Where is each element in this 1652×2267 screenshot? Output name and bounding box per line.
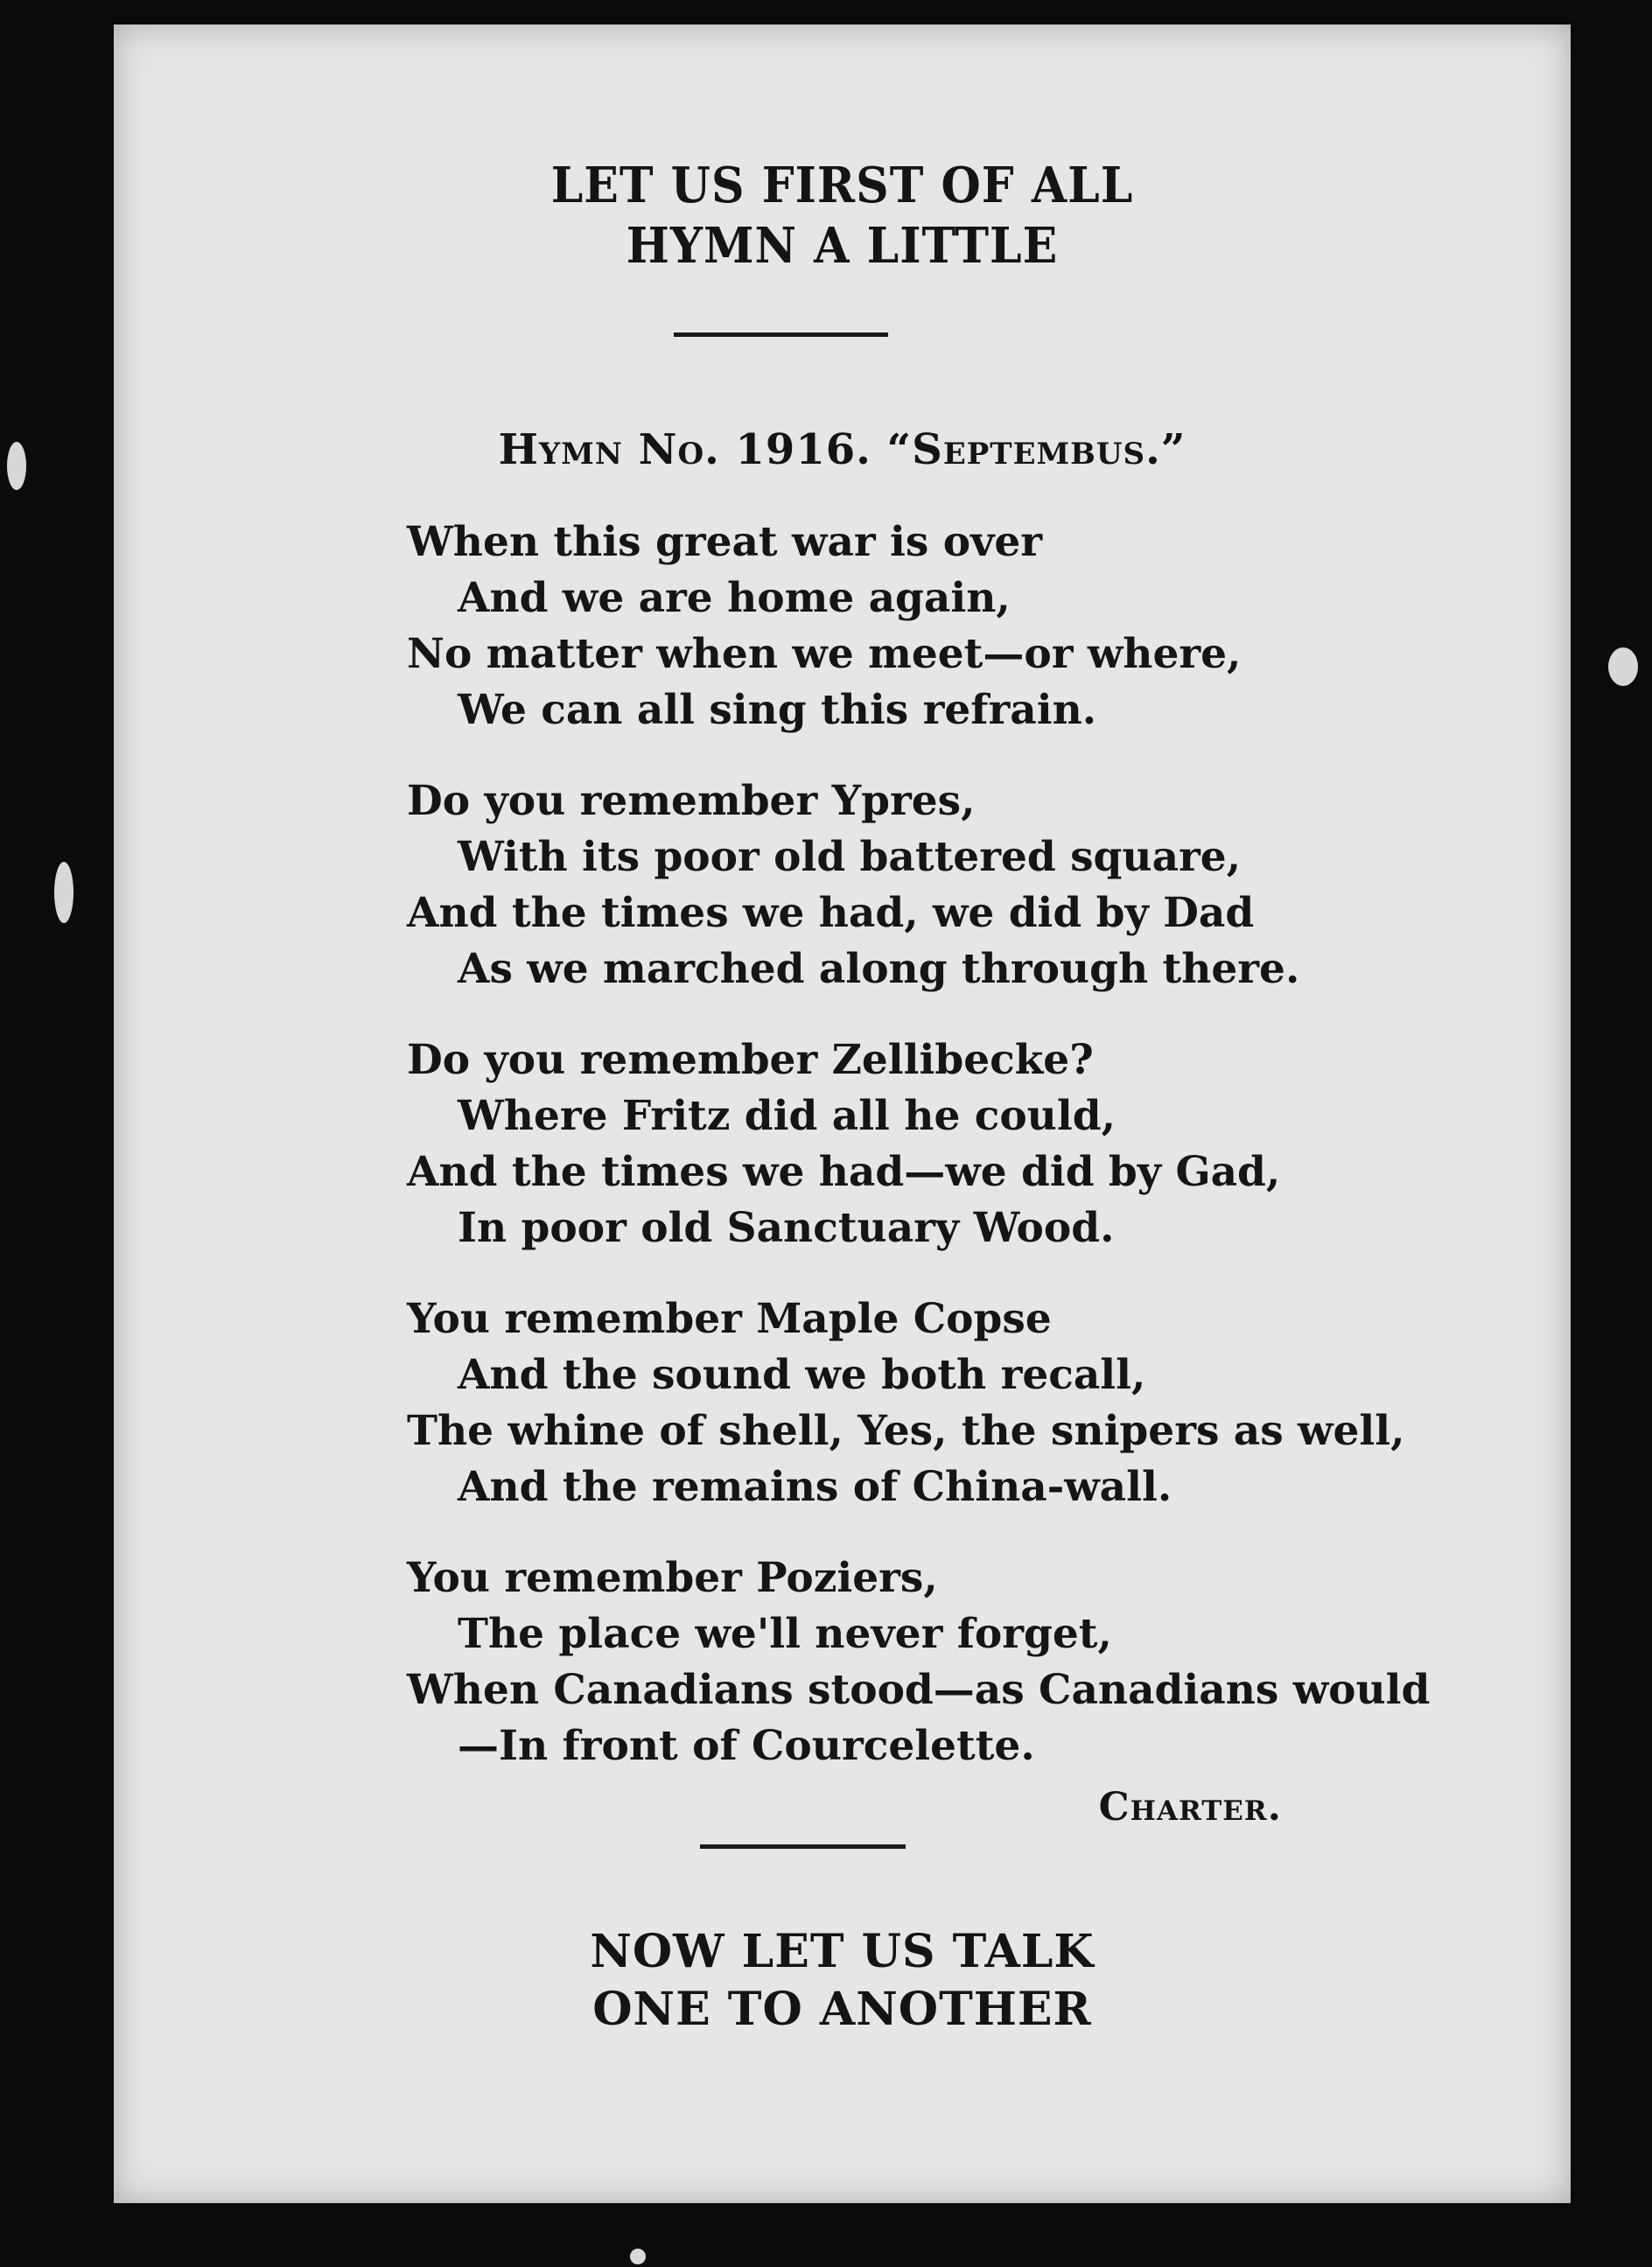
stanza-1 [407, 514, 1457, 738]
poem [407, 514, 1457, 1809]
top-title [114, 156, 1571, 276]
poem-line: Do you remember Ypres, [407, 777, 976, 825]
poem-line: The place we'll never forget, [458, 1610, 1112, 1658]
poem-line: You remember Maple Copse [407, 1295, 1052, 1343]
poem-line: When Canadians stood—as Canadians would [407, 1666, 1431, 1714]
top-title-line-2: HYMN A LITTLE [626, 217, 1059, 275]
poem-line: And we are home again, [458, 574, 1011, 622]
poem-line: When this great war is over [407, 518, 1043, 566]
stanza-5 [407, 1550, 1457, 1774]
stanza-3 [407, 1032, 1457, 1256]
hymn-heading: Hymn No. 1916. “Septembus.” [498, 425, 1186, 474]
poem-line: With its poor old battered square, [458, 833, 1242, 881]
poem-line: And the sound we both recall, [458, 1351, 1146, 1399]
poem-line: No matter when we meet—or where, [407, 630, 1242, 678]
bottom-divider [700, 1844, 906, 1849]
top-divider [674, 332, 888, 337]
poem-line: And the times we had—we did by Gad, [407, 1148, 1281, 1196]
poem-line: And the remains of China-wall. [458, 1463, 1172, 1511]
scan-speck [54, 862, 74, 923]
poem-line: In poor old Sanctuary Wood. [458, 1204, 1115, 1252]
scan-speck [1608, 647, 1638, 686]
poem-line: You remember Poziers, [407, 1554, 938, 1602]
author-signature: Charter. [1098, 1785, 1282, 1830]
poem-line: The whine of shell, Yes, the snipers as well, [407, 1407, 1405, 1455]
stanza-4 [407, 1291, 1457, 1515]
top-title-line-1: LET US FIRST OF ALL [550, 156, 1134, 214]
poem-line: And the times we had, we did by Dad [407, 889, 1255, 937]
poem-line: Do you remember Zellibecke? [407, 1036, 1094, 1084]
scan-speck [630, 2249, 646, 2264]
document-page [114, 24, 1571, 2203]
poem-line: —In front of Courcelette. [458, 1722, 1035, 1770]
poem-line: As we marched along through there. [458, 945, 1300, 993]
bottom-title-line-1: NOW LET US TALK [590, 1925, 1095, 1978]
bottom-title-line-2: ONE TO ANOTHER [592, 1983, 1092, 2036]
poem-line: Where Fritz did all he could, [458, 1092, 1116, 1140]
stanza-2 [407, 773, 1457, 997]
bottom-title [114, 1923, 1571, 2039]
scan-speck [7, 442, 26, 490]
poem-line: We can all sing this refrain. [458, 686, 1097, 734]
